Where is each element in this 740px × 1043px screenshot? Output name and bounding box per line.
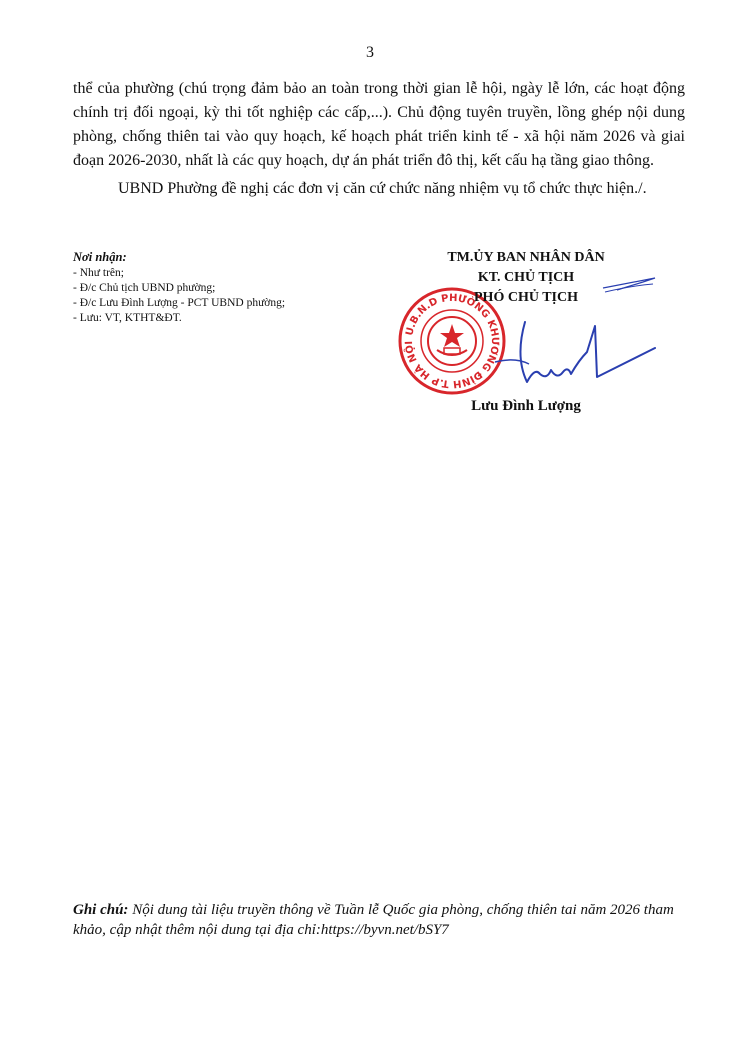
body-text (73, 77, 685, 201)
footnote-text: Nội dung tài liệu truyền thông về Tuần lễ Quốc gia phòng, chống thiên tai năm 2026 tham khảo, cập nhật thêm nội dung tại địa chỉ:https://byvn.net/bSY7 (73, 902, 674, 938)
signature-title-1: TM.ỦY BAN NHÂN DÂN (447, 250, 605, 265)
recipients-block (73, 250, 373, 326)
signature-title-3: PHÓ CHỦ TỊCH (474, 290, 578, 305)
paragraph-2: UBND Phường đề nghị các đơn vị căn cứ chức năng nhiệm vụ tổ chức thực hiện./. (118, 180, 647, 197)
recipients-heading: Nơi nhận: (73, 250, 127, 264)
signature-block (395, 248, 657, 308)
recipient-item: - Đ/c Chủ tịch UBND phường; (73, 282, 216, 294)
paragraph-1: thể của phường (chú trọng đảm bảo an toàn trong thời gian lễ hội, ngày lễ lớn, các hoạt động chính trị đối ngoại, kỳ thi tốt nghiệp các cấp,...). Chủ động tuyên truyền, lồng ghép nội dung phòng, chống thiên tai vào quy hoạch, kế hoạch phát triển kinh tế - xã hội năm 2026 và giai đoạn 2026-2030, nhất là các quy hoạch, dự án phát triển đô thị, kết cấu hạ tầng giao thông. (73, 80, 685, 169)
signer-name: Lưu Đình Lượng (471, 398, 581, 414)
footnote (73, 900, 685, 940)
recipient-item: - Lưu: VT, KTHT&ĐT. (73, 312, 182, 324)
footnote-label: Ghi chú: (73, 902, 129, 918)
signature-title-2: KT. CHỦ TỊCH (477, 270, 575, 285)
recipient-item: - Như trên; (73, 267, 124, 279)
seal-text: U.B.N.D PHƯỜNG KHƯƠNG ĐÌNH T.P HÀ NỘI (403, 292, 501, 390)
recipient-item: - Đ/c Lưu Đình Lượng - PCT UBND phường; (73, 297, 286, 309)
page-number: 3 (366, 44, 374, 61)
